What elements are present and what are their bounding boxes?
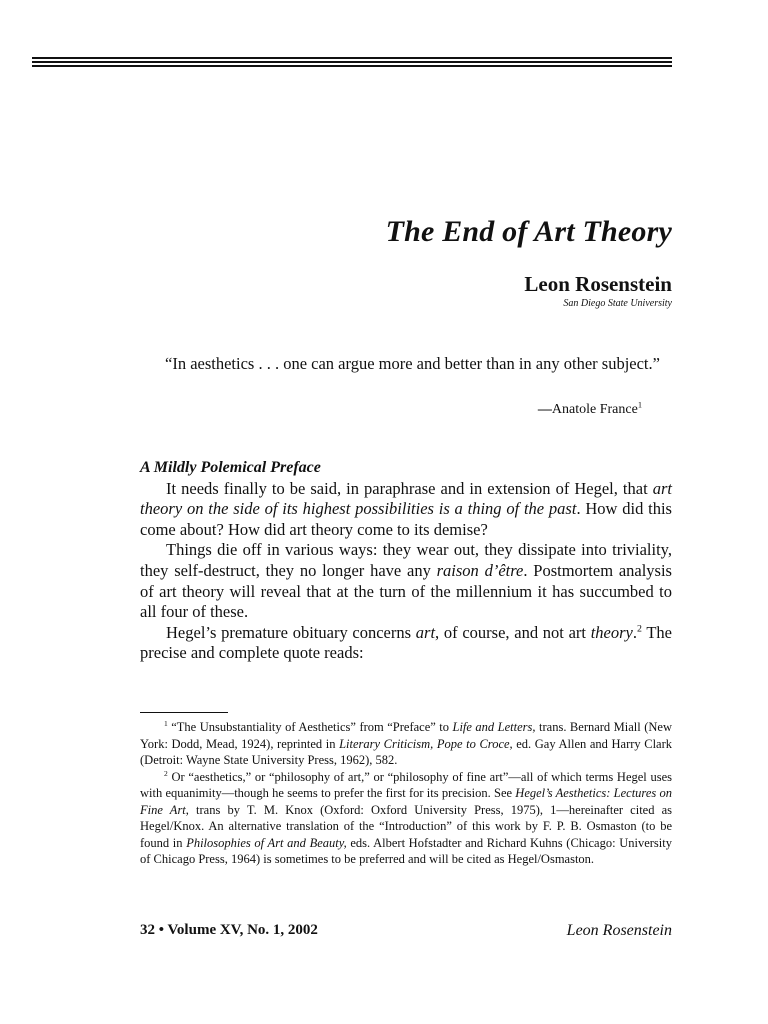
article-body — [140, 458, 672, 664]
paragraph-3: Hegel’s premature obituary concerns art, of course, and not art theory.$^2$ The precise and complete quote reads: — [140, 622, 673, 663]
footnote-number-1: 1 — [164, 718, 168, 728]
page-footer-volume: 32 • Volume XV, No. 1, 2002 — [140, 922, 318, 938]
emphasis-art: art — [415, 622, 436, 642]
footnote-number-2: 2 — [164, 768, 168, 778]
footnote-ref-1[interactable]: 1 — [637, 400, 642, 410]
footnote-separator — [140, 712, 228, 713]
footnotes — [140, 719, 672, 868]
section-heading: A Mildly Polemical Preface — [140, 459, 321, 476]
footnote-2: $^2$ Or “aesthetics,” or “philosophy of art,” or “philosophy of fine art”—all of which terms Hegel uses with equanimity—though he seems to prefer the first for its precision. See Hegel’s Aesthetics: Lectures on Fine Art, trans by T. M. Knox (Oxford: Oxford University Press, 1975), 1—hereinafter cited as Hegel/Knox. An alternative translation of the “Introduction” of this work by F. P. B. Osmaston (to be found in Philosophies of Art and Beauty, eds. Albert Hofstadter and Richard Kuhns (Chicago: University of Chicago Press, 1964) is sometimes to be preferred and will be cited as Hegel/Osmaston. — [140, 768, 673, 866]
header-rule-bottom — [32, 65, 672, 67]
footnote-1: $^1$ “The Unsubstantiality of Aesthetics” from “Preface” to Life and Letters, trans. Bernard Miall (New York: Dodd, Mead, 1924), reprinted in Literary Criticism, Pope to Croce, ed. Gay Allen and Harry Clark (Detroit: Wayne State University Press, 1962), 582. — [140, 718, 673, 767]
emphasis-raison-detre: raison d’être — [436, 560, 524, 580]
header-rule-top — [32, 57, 672, 59]
epigraph-attribution — [538, 402, 642, 418]
emphasis-art-theory-past: art theory on the side of its highest possibilities is a thing of the past — [140, 478, 672, 519]
epigraph-quote: “In aesthetics . . . one can argue more and better than in any other subject.” — [165, 354, 660, 373]
paragraph-2: Things die off in various ways: they wear out, they dissipate into triviality, they self-destruct, they no longer have any raison d’être. Postmortem analysis of art theory will reveal that at the turn of the millennium it has succumbed to all four of these. — [140, 540, 672, 622]
emphasis-theory: theory — [590, 622, 633, 642]
attribution-name: Anatole France — [551, 402, 638, 417]
footnote-ref-2[interactable]: 2 — [637, 623, 642, 635]
attribution-dash: — — [537, 402, 552, 417]
paragraph-1: It needs finally to be said, in paraphrase and in extension of Hegel, that art theory on the side of its highest possibilities is a thing of the past. How did this come about? How did art theory come to its demise? — [140, 478, 672, 539]
author-name: Leon Rosenstein — [524, 272, 672, 296]
article-title: The End of Art Theory — [385, 215, 672, 248]
author-affiliation: San Diego State University — [563, 298, 672, 309]
page-footer-author: Leon Rosenstein — [566, 922, 672, 939]
header-rule-middle — [32, 61, 672, 63]
